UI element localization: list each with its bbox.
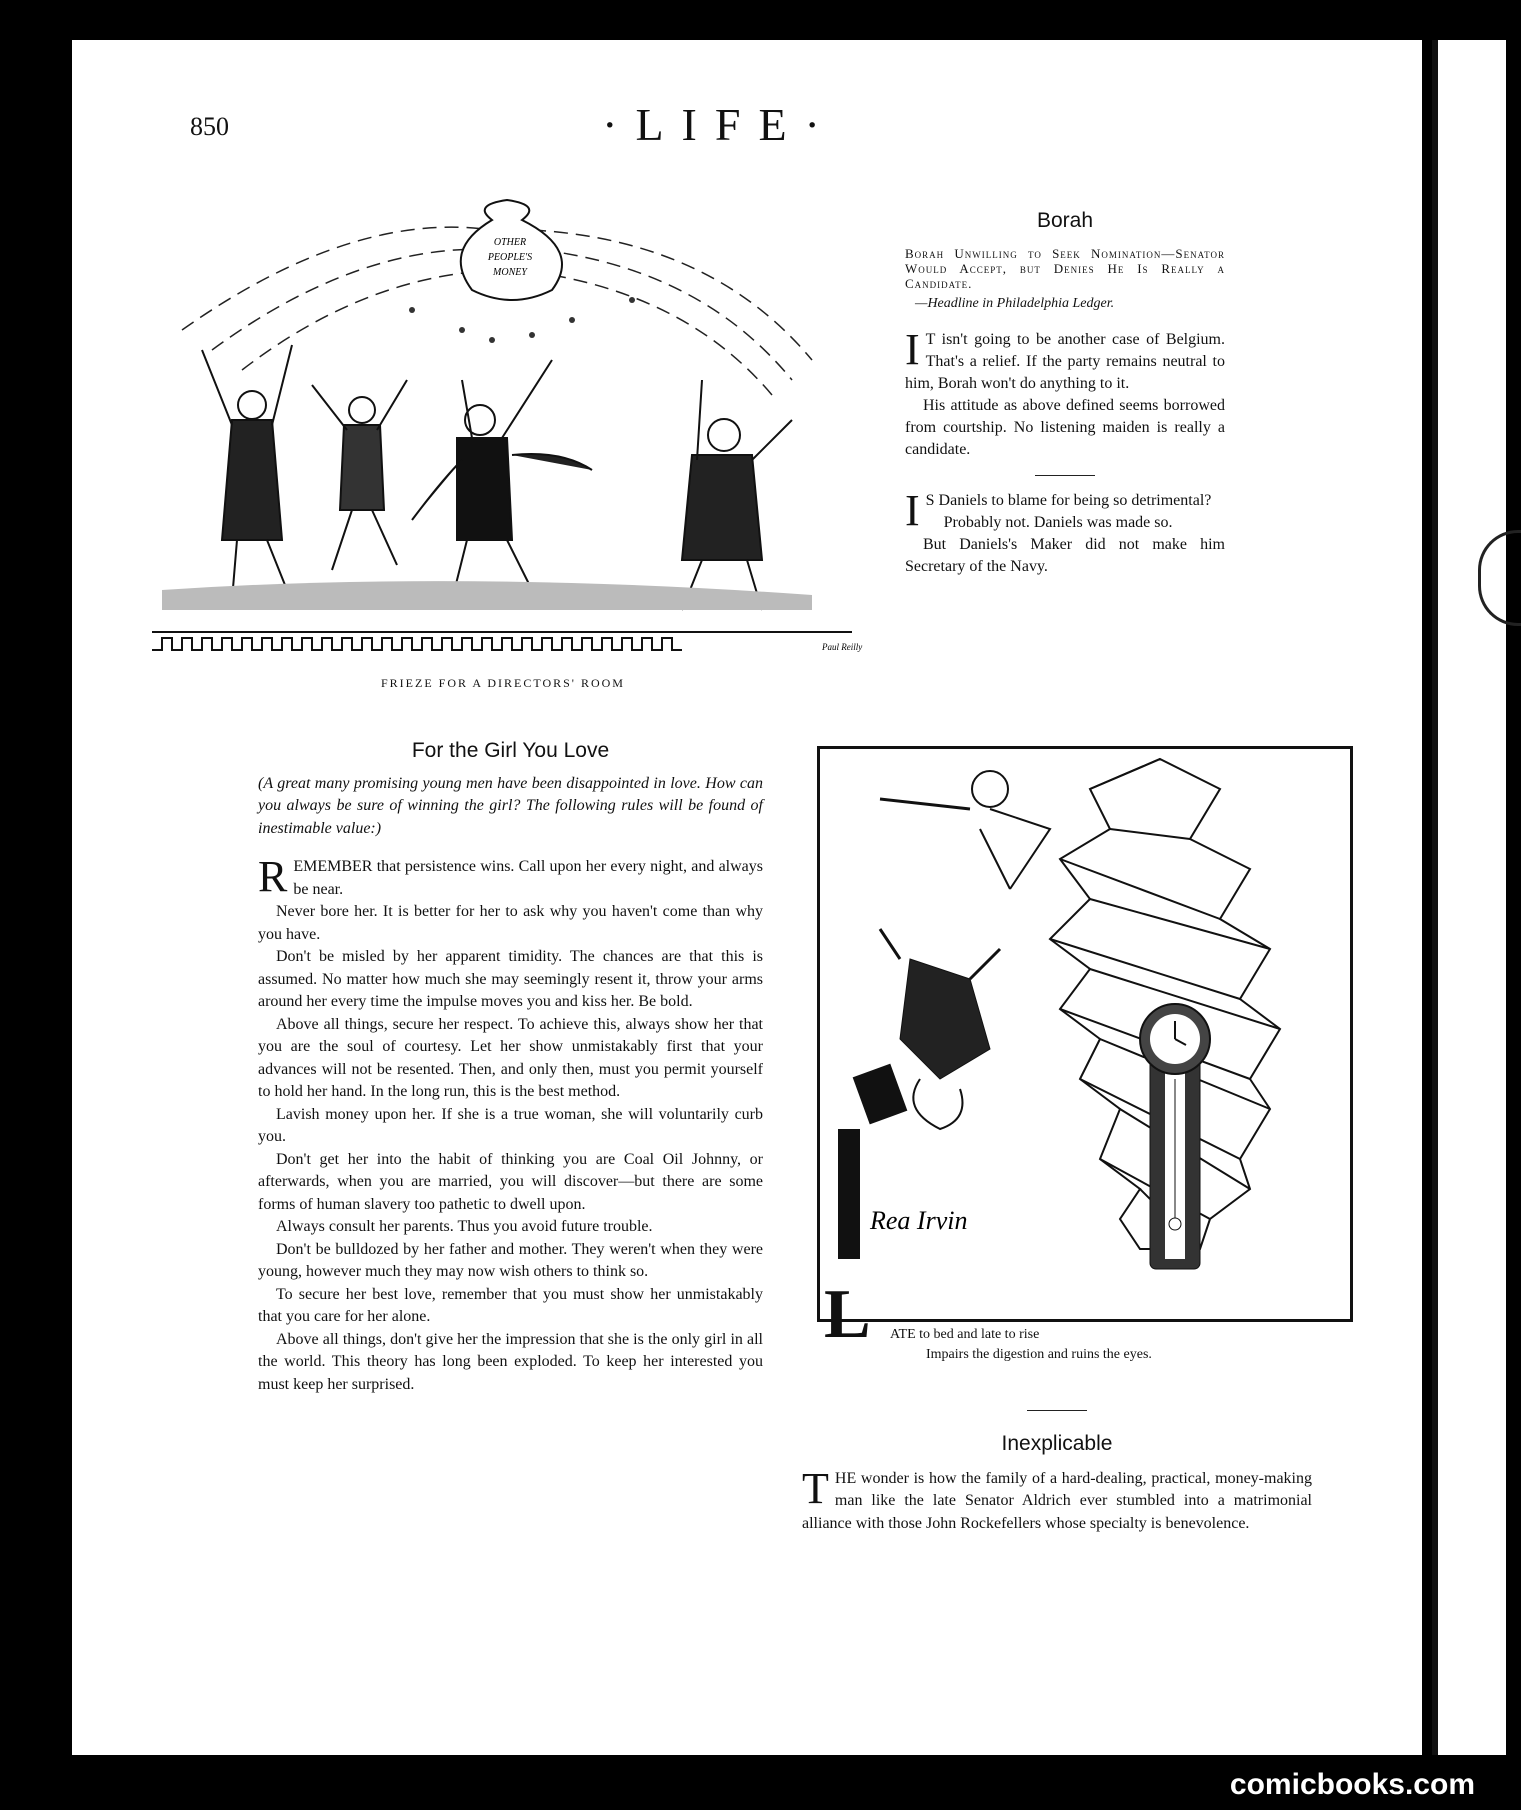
girl-intro: (A great many promising young men have been disappointed in love. How can you always be sure of winning the girl? The following rules will be found of inestimable value:) — [258, 774, 763, 837]
money-bag — [461, 200, 562, 300]
girl-paragraph: Don't get her into the habit of thinking you are Coal Oil Johnny, or afterwards, when you are married, you will discover—but there are some forms of human slavery too pathetic to dwell upon. — [258, 1150, 763, 1213]
cartoon-drawing — [820, 749, 1344, 1313]
borah-paragraph-1 — [905, 325, 1225, 395]
inexplicable-text: HE wonder is how the family of a hard-dealing, practical, money-making man like the late Senator Aldrich ever stumbled into a matrimonial alliance with those John Rockefellers whose specialty is benevolence. — [802, 1469, 1312, 1532]
cartoon-signature: Rea Irvin — [870, 1206, 968, 1235]
borah-title: Borah — [1036, 209, 1094, 232]
money-bag-label-1: OTHER — [493, 237, 527, 248]
girl-title: For the Girl You Love — [411, 739, 610, 762]
director-1 — [202, 345, 292, 600]
borah-text-1: T isn't going to be another case of Belgium. That's a relief. If the party remains neutral to him, Borah won't do anything to it. — [905, 331, 1225, 392]
frieze-signature: Paul Reilly — [822, 642, 863, 652]
golfer — [880, 771, 1050, 889]
borah-headline: Borah Unwilling to Seek Nomination—Senator Would Accept, but Denies He Is Really a Candidate. — [905, 246, 1225, 291]
frieze-illustration — [112, 180, 872, 652]
page-number: 850 — [190, 112, 229, 141]
verse-line-2: Impairs the digestion and ruins the eyes. — [926, 1347, 1152, 1362]
verse-initial: L — [824, 1276, 871, 1353]
girl-paragraph: Always consult her parents. Thus you avoid future trouble. — [276, 1218, 653, 1235]
daniels-paragraph-2: Probably not. Daniels was made so. — [943, 514, 1173, 531]
grandfather-clock — [1140, 1004, 1210, 1269]
borah-paragraph-2: His attitude as above defined seems borrowed from courtship. No listening maiden is really a candidate. — [905, 397, 1225, 458]
girl-article — [258, 740, 763, 1396]
daniels-text-1: S Daniels to blame for being so detrimental? — [925, 492, 1212, 509]
masthead: ·LIFE· — [602, 99, 838, 150]
inexplicable-paragraph — [802, 1463, 1312, 1536]
cartoon-big-l — [838, 1129, 860, 1259]
money-bag-label-2: PEOPLE'S — [487, 252, 533, 263]
verse-line-1: ATE to bed and late to rise — [890, 1327, 1040, 1342]
director-3 — [412, 360, 592, 600]
section-divider — [1027, 1410, 1087, 1411]
borah-dropcap-1: I — [905, 325, 920, 374]
girl-paragraph: Above all things, don't give her the impression that she is the only girl in all the world. This theory has long been exploded. To keep her interested you must keep her surprised. — [258, 1330, 763, 1393]
money-bag-label-3: MONEY — [493, 267, 527, 278]
late-to-bed-cartoon — [817, 746, 1353, 1322]
girl-paragraph: Above all things, secure her respect. To achieve this, always show her that you are the soul of courtesy. Let her show unmistakably first that your advances will not be resented. Then, and only then, must you permit yourself to hold her hand. In the long run, this is the best method. — [258, 1015, 763, 1100]
borah-column — [905, 210, 1225, 578]
facing-page-ornament — [1478, 530, 1521, 626]
site-watermark: comicbooks.com — [1229, 1768, 1475, 1801]
girl-paragraph: Don't be bulldozed by her father and mother. They weren't when they were young, however much they may now wish others to think so. — [258, 1240, 763, 1280]
dancing-directors — [202, 345, 792, 610]
frieze-caption: FRIEZE FOR A DIRECTORS' ROOM — [381, 676, 625, 690]
facing-page-edge — [1432, 40, 1506, 1755]
falling-man — [853, 929, 1000, 1129]
inexplicable-article — [802, 1410, 1312, 1535]
girl-dropcap: R — [258, 852, 288, 901]
inexplicable-dropcap: T — [802, 1463, 829, 1513]
daniels-dropcap: I — [905, 486, 920, 535]
director-2 — [312, 380, 407, 570]
inexplicable-title: Inexplicable — [1001, 1432, 1113, 1455]
girl-paragraph: Never bore her. It is better for her to ask why you haven't come than why you have. — [258, 903, 763, 943]
daniels-paragraph-3: But Daniels's Maker did not make him Secretary of the Navy. — [905, 536, 1225, 575]
girl-paragraph-1 — [258, 852, 763, 901]
girl-text-1: EMEMBER that persistence wins. Call upon her every night, and always be near. — [293, 858, 763, 898]
director-4 — [682, 380, 792, 610]
cartoon-verse — [820, 1276, 1340, 1365]
girl-paragraph: Don't be misled by her apparent timidity. The chances are that this is assumed. No matter how much she may seemingly resent it, throw your arms around her every time the impulse moves you and kiss her. Be bold. — [258, 948, 763, 1010]
borah-source: —Headline in Philadelphia Ledger. — [915, 296, 1115, 311]
section-divider — [1035, 475, 1095, 476]
girl-paragraph: Lavish money upon her. If she is a true woman, she will voluntarily curb you. — [258, 1105, 763, 1145]
girl-paragraph: To secure her best love, remember that you must show her unmistakably that you care for her alone. — [258, 1285, 763, 1325]
